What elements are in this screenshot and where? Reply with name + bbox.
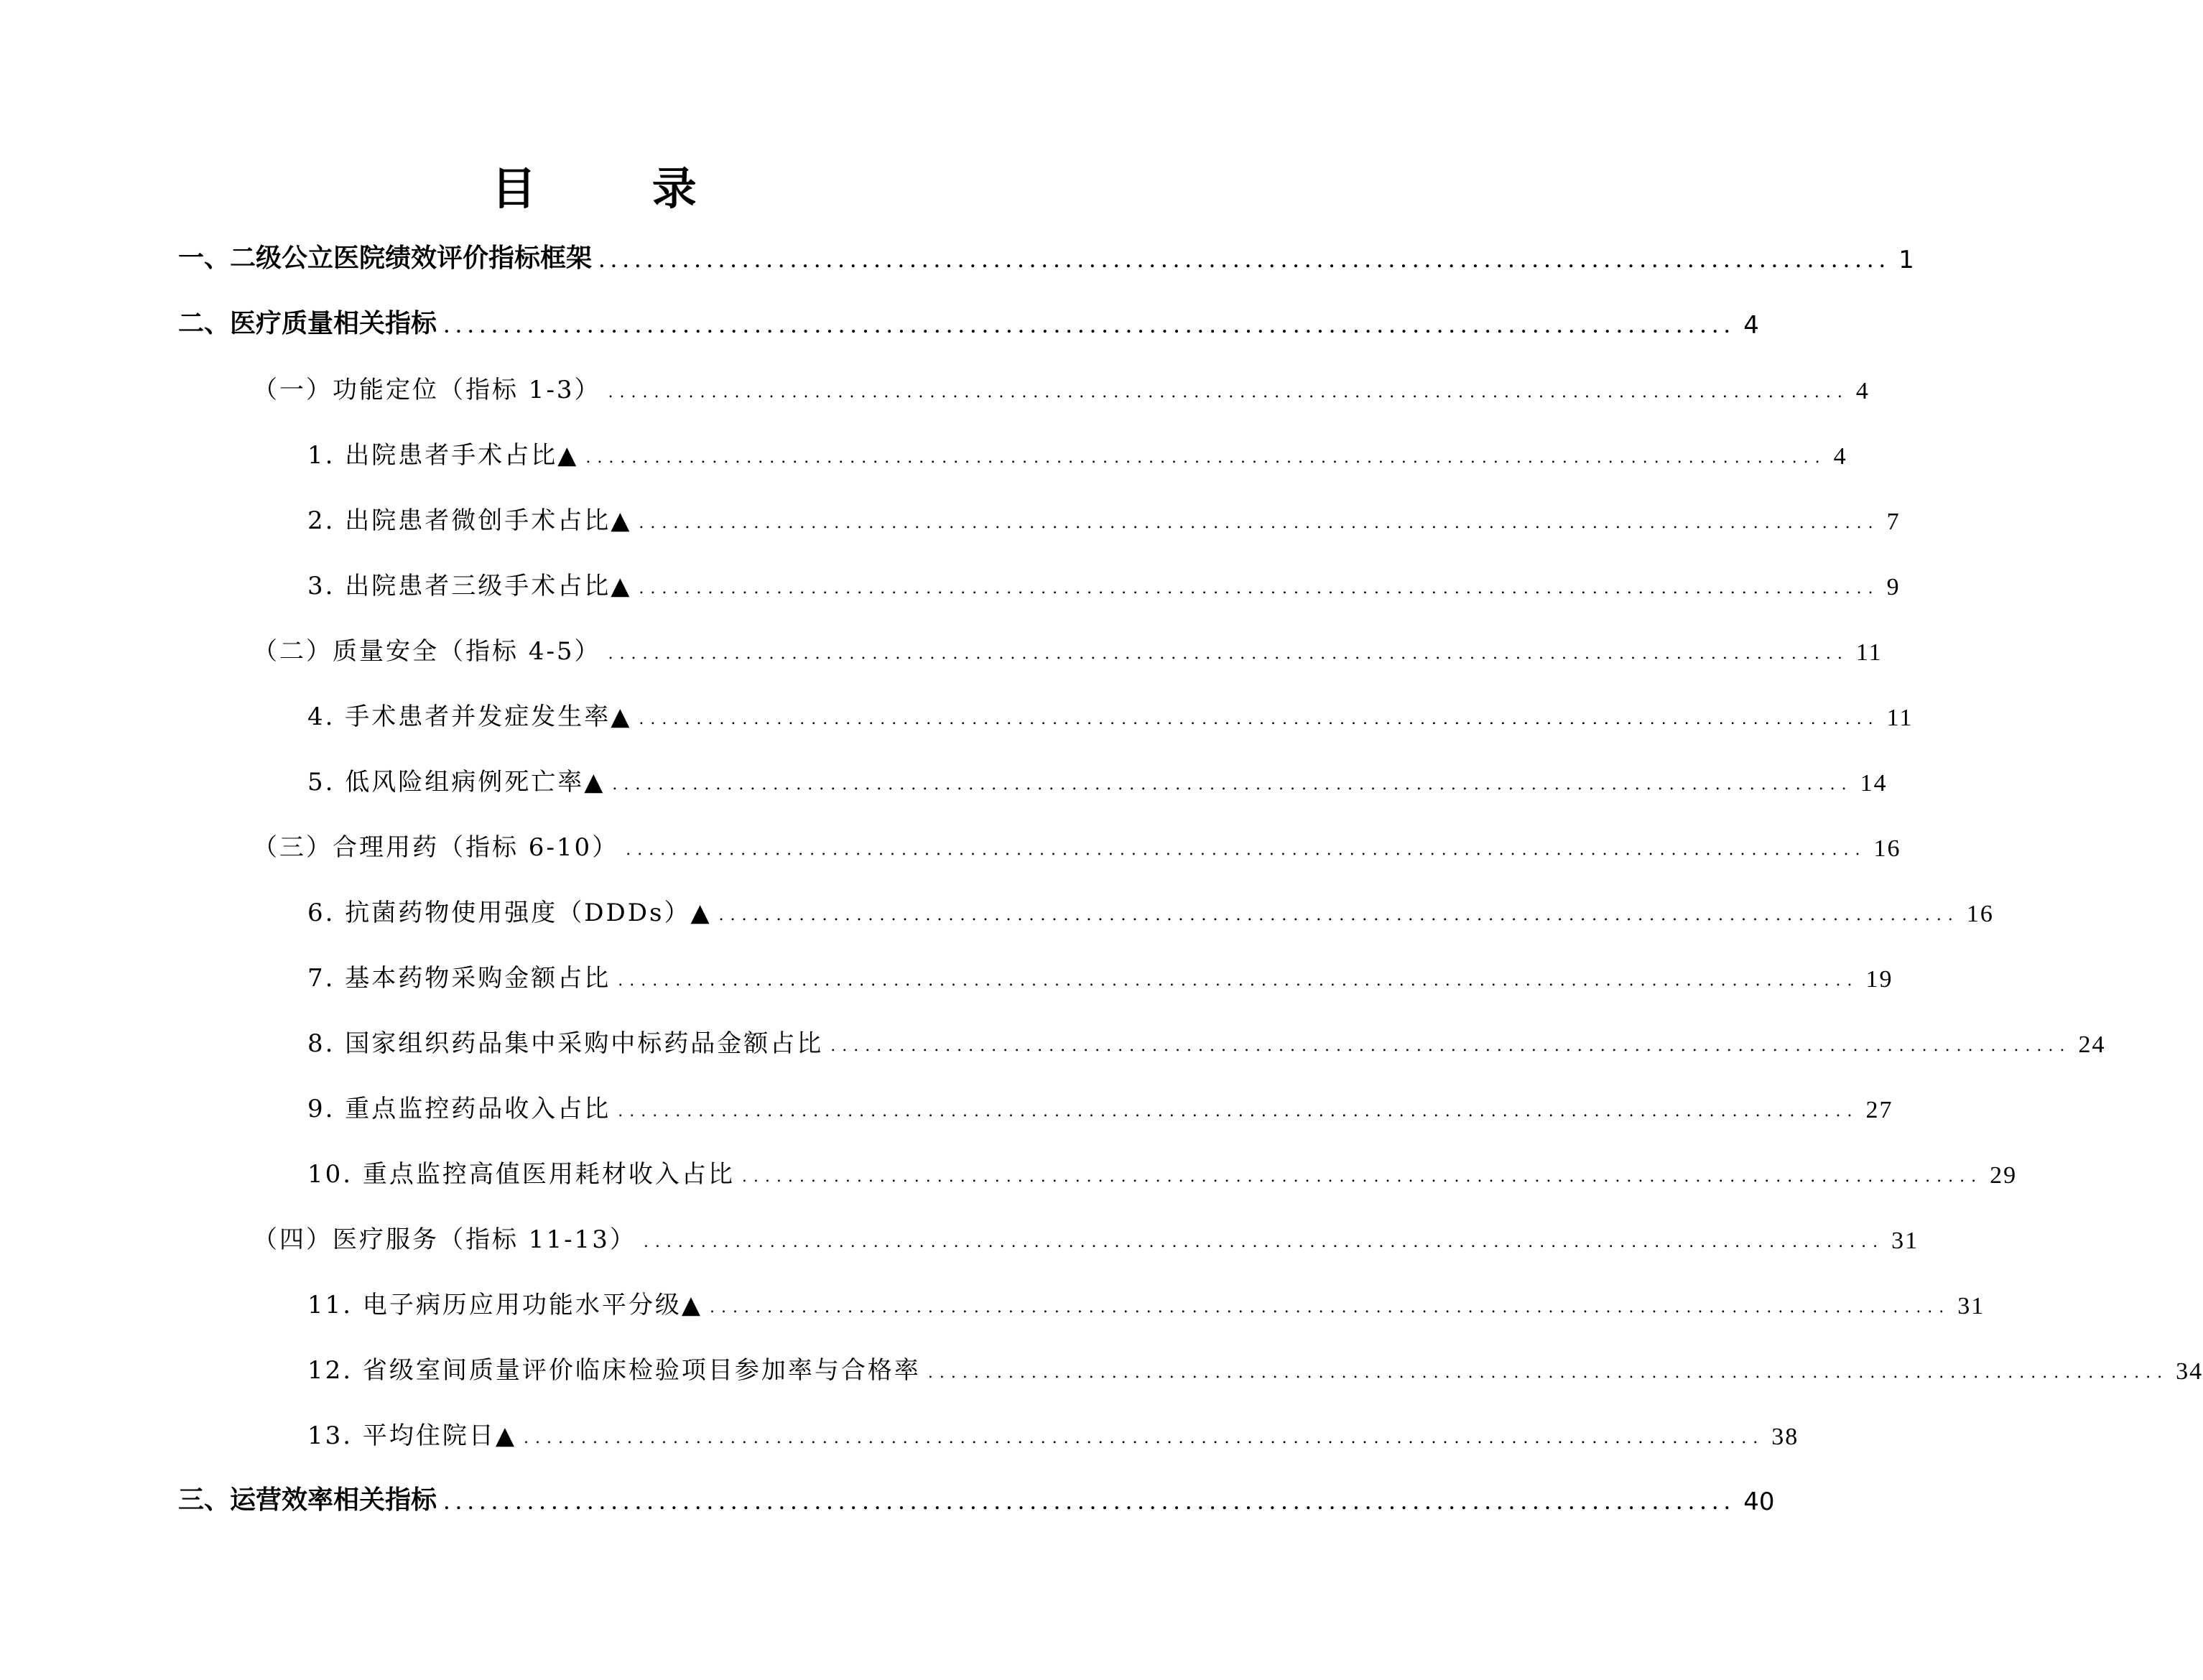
toc-entry[interactable] bbox=[307, 493, 1901, 536]
toc-entry-title: 6. 抗菌药物使用强度（DDDs）▲ bbox=[307, 899, 712, 927]
toc-entry-page: 27 bbox=[1865, 1097, 1893, 1123]
toc-entry-page: 16 bbox=[1966, 901, 1994, 927]
dot-leader: ............................................................................................................ bbox=[599, 253, 1892, 272]
toc-entry-page: 4 bbox=[1743, 311, 1759, 340]
toc-entry[interactable] bbox=[178, 231, 1914, 274]
dot-leader: ............................................................................................................ bbox=[524, 1429, 1765, 1447]
dot-leader: ............................................................................................................ bbox=[718, 906, 1959, 924]
toc-entry[interactable] bbox=[307, 885, 1994, 928]
toc-entry[interactable] bbox=[178, 297, 1759, 340]
toc-entry-page: 4 bbox=[1855, 378, 1870, 404]
toc-entry-page: 19 bbox=[1865, 966, 1893, 993]
toc-entry[interactable] bbox=[307, 1146, 2018, 1189]
toc-entry-page: 40 bbox=[1743, 1488, 1775, 1516]
toc-entry-title: 9. 重点监控药品收入占比 bbox=[307, 1095, 611, 1123]
dot-leader: ............................................................................................................ bbox=[626, 841, 1867, 859]
toc-entry-page: 11 bbox=[1886, 705, 1914, 731]
toc-entry-page: 16 bbox=[1873, 835, 1901, 862]
toc-entry-title: 10. 重点监控高值医用耗材收入占比 bbox=[307, 1160, 735, 1189]
toc-entry-title: 13. 平均住院日▲ bbox=[307, 1421, 517, 1450]
dot-leader: ............................................................................................................ bbox=[618, 1103, 1859, 1120]
toc-entry-page: 31 bbox=[1957, 1293, 1985, 1319]
toc-entry-title: （一）功能定位（指标 1-3） bbox=[253, 376, 601, 404]
toc-entry-page: 9 bbox=[1886, 574, 1901, 600]
toc-entry[interactable] bbox=[253, 362, 1870, 405]
toc-entry[interactable] bbox=[307, 427, 1847, 470]
toc-entry-title: 二、医疗质量相关指标 bbox=[178, 309, 437, 338]
toc-entry-title: 1. 出院患者手术占比▲ bbox=[307, 441, 579, 470]
toc-entry-page: 14 bbox=[1860, 770, 1888, 797]
dot-leader: ............................................................................................................ bbox=[710, 1299, 1951, 1317]
toc-entry-title: 一、二级公立医院绩效评价指标框架 bbox=[178, 243, 593, 273]
toc-entry[interactable] bbox=[307, 558, 1901, 601]
dot-leader: ............................................................................................................ bbox=[639, 514, 1880, 532]
toc-entry[interactable] bbox=[253, 820, 1901, 863]
toc-entry-title: （四）医疗服务（指标 11-13） bbox=[253, 1225, 636, 1254]
toc-entry-title: （二）质量安全（指标 4-5） bbox=[253, 637, 601, 666]
toc-entry-page: 11 bbox=[1855, 639, 1883, 666]
toc-entry-title: 11. 电子病历应用功能水平分级▲ bbox=[307, 1291, 703, 1319]
toc-entry[interactable] bbox=[307, 1342, 2203, 1386]
toc-entry[interactable] bbox=[307, 1016, 2106, 1059]
dot-leader: ............................................................................................................ bbox=[608, 645, 1849, 663]
dot-leader: ............................................................................................................ bbox=[585, 449, 1827, 467]
dot-leader: ............................................................................................................ bbox=[618, 972, 1859, 990]
toc-entry-page: 7 bbox=[1886, 509, 1901, 535]
toc-entry-title: 4. 手术患者并发症发生率▲ bbox=[307, 702, 632, 731]
dot-leader: ............................................................................................................ bbox=[927, 1364, 2169, 1382]
toc-entry-page: 24 bbox=[2078, 1031, 2106, 1058]
toc-entry-title: 3. 出院患者三级手术占比▲ bbox=[307, 572, 632, 600]
page-title: 目 录 bbox=[491, 162, 747, 215]
toc-entry-title: 三、运营效率相关指标 bbox=[178, 1485, 437, 1515]
toc-entry[interactable] bbox=[253, 1212, 1919, 1255]
toc-entry[interactable] bbox=[307, 950, 1893, 993]
dot-leader: ............................................................................................................ bbox=[612, 776, 1853, 794]
toc-entry-page: 29 bbox=[1990, 1162, 2018, 1189]
dot-leader: ............................................................................................................ bbox=[643, 1233, 1885, 1251]
toc-entry[interactable] bbox=[307, 1277, 1985, 1320]
toc-entry-page: 34 bbox=[2176, 1358, 2203, 1385]
toc-entry[interactable] bbox=[307, 689, 1914, 732]
toc-entry[interactable] bbox=[253, 623, 1883, 667]
toc-entry-page: 38 bbox=[1771, 1424, 1799, 1450]
toc-entry[interactable] bbox=[307, 1081, 1893, 1124]
toc-entry-title: （三）合理用药（指标 6-10） bbox=[253, 833, 619, 862]
toc-entry-page: 1 bbox=[1898, 246, 1914, 274]
toc-entry-title: 2. 出院患者微创手术占比▲ bbox=[307, 506, 632, 535]
dot-leader: ............................................................................................................ bbox=[444, 1495, 1737, 1513]
dot-leader: ............................................................................................................ bbox=[830, 1037, 2072, 1055]
toc-entry[interactable] bbox=[307, 1408, 1799, 1451]
dot-leader: ............................................................................................................ bbox=[639, 710, 1880, 728]
toc-entry-title: 12. 省级室间质量评价临床检验项目参加率与合格率 bbox=[307, 1356, 921, 1385]
toc-entry-title: 7. 基本药物采购金额占比 bbox=[307, 964, 611, 993]
toc-entry[interactable] bbox=[307, 754, 1888, 797]
toc-entry-page: 4 bbox=[1833, 443, 1847, 470]
dot-leader: ............................................................................................................ bbox=[741, 1168, 1983, 1186]
toc-entry-page: 31 bbox=[1891, 1227, 1919, 1254]
dot-leader: ............................................................................................................ bbox=[608, 384, 1849, 402]
dot-leader: ............................................................................................................ bbox=[444, 318, 1737, 337]
toc-entry-title: 8. 国家组织药品集中采购中标药品金额占比 bbox=[307, 1029, 824, 1058]
toc-entry-title: 5. 低风险组病例死亡率▲ bbox=[307, 768, 606, 797]
dot-leader: ............................................................................................................ bbox=[639, 580, 1880, 598]
toc-entry[interactable] bbox=[178, 1473, 1775, 1516]
